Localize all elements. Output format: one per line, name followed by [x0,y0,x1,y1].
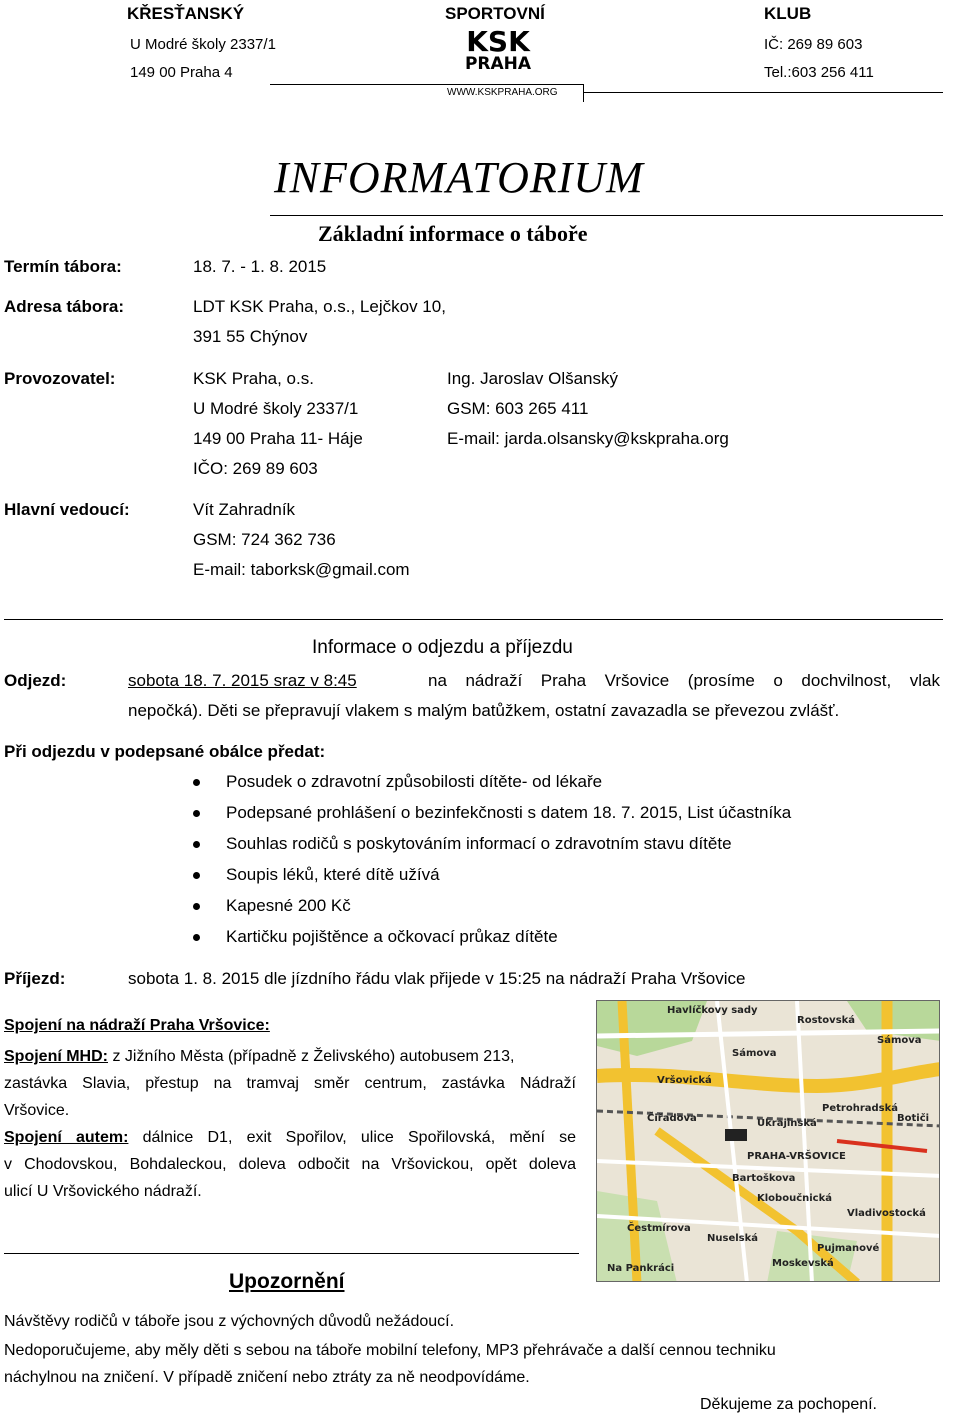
envelope-label: Při odjezdu v podepsané obálce předat: [4,742,326,761]
mhd-text: z Jižního Města (případně z Želivského) autobusem 213, [108,1048,515,1065]
notice-thanks: Děkujeme za pochopení. [700,1396,877,1413]
map-label: Rostovská [797,1015,856,1026]
provozovatel-label: Provozovatel: [4,369,116,388]
map-label: Moskevská [772,1258,834,1269]
notice-line2: Nedoporučujeme, aby měly děti s sebou na táboře mobilní telefony, MP3 přehrávače a další cennou techniku [4,1342,776,1359]
vedouci-label: Hlavní vedoucí: [4,500,130,519]
adresa-label: Adresa tábora: [4,297,124,316]
map-drawing [597,1001,940,1282]
map-label: PRAHA-VRŠOVICE [747,1151,846,1162]
odjezd-text: na nádraží Praha Vršovice (prosíme o dochvilnost, vlak [428,671,940,690]
notice-line3: náchylnou na zničení. V případě zničení nebo ztráty za ně neodpovídáme. [4,1369,530,1386]
header-divider-right [583,92,943,93]
envelope-item: Posudek o zdravotní způsobilosti dítěte- od lékaře [226,772,603,791]
map-label: Ukrajinská [757,1118,817,1129]
prijezd-value: sobota 1. 8. 2015 dle jízdního řádu vlak přijede v 15:25 na nádraží Praha Vršovice [128,969,746,988]
provozovatel-line1: KSK Praha, o.s. [193,369,314,388]
notice-title: Upozornění [229,1270,345,1293]
train-station-icon [725,1129,747,1141]
vedouci-name: Vít Zahradník [193,500,296,519]
map-label: Vršovická [657,1075,712,1086]
bullet-icon [193,903,200,910]
header-phone: Tel.:603 256 411 [764,64,874,81]
notice-divider [4,1253,579,1254]
page-title: INFORMATORIUM [274,153,644,202]
header-col3-title: KLUB [764,4,812,23]
logo-text-top: KSK [466,25,530,58]
prijezd-label: Příjezd: [4,969,66,988]
map-label: Botiči [897,1113,930,1124]
contact-gsm: GSM: 603 265 411 [447,399,589,418]
envelope-item: Soupis léků, které dítě užívá [226,865,440,884]
map-label: Havlíčkovy sady [667,1005,758,1016]
envelope-item: Souhlas rodičů s poskytováním informací o zdravotním stavu dítěte [226,834,732,853]
provozovatel-line3: 149 00 Praha 11- Háje [193,429,363,448]
mhd-line2: zastávka Slavia, přestup na tramvaj směr centrum, zastávka Nádraží [4,1075,576,1092]
contact-email[interactable]: E-mail: jarda.olsansky@kskpraha.org [447,429,729,448]
map-label: Nuselská [707,1233,759,1244]
map-label: Petrohradská [822,1103,899,1114]
notice-line1: Návštěvy rodičů v táboře jsou z výchovných důvodů nežádoucí. [4,1313,455,1330]
auto-line3: ulicí U Vršovického nádraží. [4,1183,202,1200]
provozovatel-ico: IČO: 269 89 603 [193,459,318,478]
map-label: Sámova [732,1048,777,1059]
bullet-icon [193,810,200,817]
map-label: Vladivostocká [847,1208,926,1219]
header-address-line1: U Modré školy 2337/1 [130,36,276,53]
map-label: Pujmanové [817,1243,880,1254]
contact-name: Ing. Jaroslav Olšanský [447,369,619,388]
section-divider [4,619,943,620]
envelope-item: Kartičku pojištěnce a očkovací průkaz dítěte [226,927,558,946]
auto-text: dálnice D1, exit Spořilov, ulice Spořilovská, mění se [128,1129,576,1146]
odjezd-date-time: sobota 18. 7. 2015 sraz v 8:45 [128,671,357,690]
map-label: Sámova [877,1035,922,1046]
departure-section-title: Informace o odjezdu a příjezdu [312,637,573,658]
mhd-line3: Vršovice. [4,1102,70,1119]
auto-line1 [4,1124,576,1151]
website-link[interactable]: WWW.KSKPRAHA.ORG [447,87,558,98]
page-subtitle: Základní informace o táboře [318,221,588,246]
bullet-icon [193,934,200,941]
vedouci-email[interactable]: E-mail: taborksk@gmail.com [193,560,410,579]
termin-label: Termín tábora: [4,257,122,276]
map-label: Na Pankráci [607,1263,675,1274]
vrsovice-map [596,1000,940,1282]
header-divider-tick [583,84,584,102]
map-label: Kloboučnická [757,1193,832,1204]
header-col1-title: KŘESŤANSKÝ [127,4,245,23]
map-label: Čestmírova [627,1223,691,1234]
header-divider [270,84,584,85]
map-label: Bartoškova [732,1173,796,1184]
connection-title: Spojení na nádraží Praha Vršovice: [4,1017,270,1034]
vedouci-gsm: GSM: 724 362 736 [193,530,336,549]
odjezd-text-line2: nepočká). Děti se přepravují vlakem s malým batůžkem, ostatní zavazadla se převezou zvlášť. [128,701,840,720]
map-label: Čiřadova [647,1113,697,1124]
bullet-icon [193,841,200,848]
adresa-line1: LDT KSK Praha, o.s., Lejčkov 10, [193,297,446,316]
logo-text-bottom: PRAHA [464,54,532,71]
auto-line2: v Chodovskou, Bohdaleckou, doleva odbočit na Vršovickou, opět doleva [4,1156,576,1173]
mhd-label: Spojení MHD: [4,1048,108,1065]
odjezd-label: Odjezd: [4,671,67,690]
title-underline [270,215,943,216]
envelope-item: Kapesné 200 Kč [226,896,351,915]
header-address-line2: 149 00 Praha 4 [130,64,233,81]
bullet-icon [193,779,200,786]
header-ico: IČ: 269 89 603 [764,36,863,53]
termin-value: 18. 7. - 1. 8. 2015 [193,257,327,276]
adresa-line2: 391 55 Chýnov [193,327,308,346]
mhd-line1 [4,1043,514,1070]
envelope-item: Podepsané prohlášení o bezinfekčnosti s datem 18. 7. 2015, List účastníka [226,803,792,822]
auto-label: Spojení autem: [4,1129,129,1146]
provozovatel-line2: U Modré školy 2337/1 [193,399,359,418]
bullet-icon [193,872,200,879]
header-col2-title: SPORTOVNÍ [445,4,545,23]
ksk-praha-logo [455,25,541,71]
